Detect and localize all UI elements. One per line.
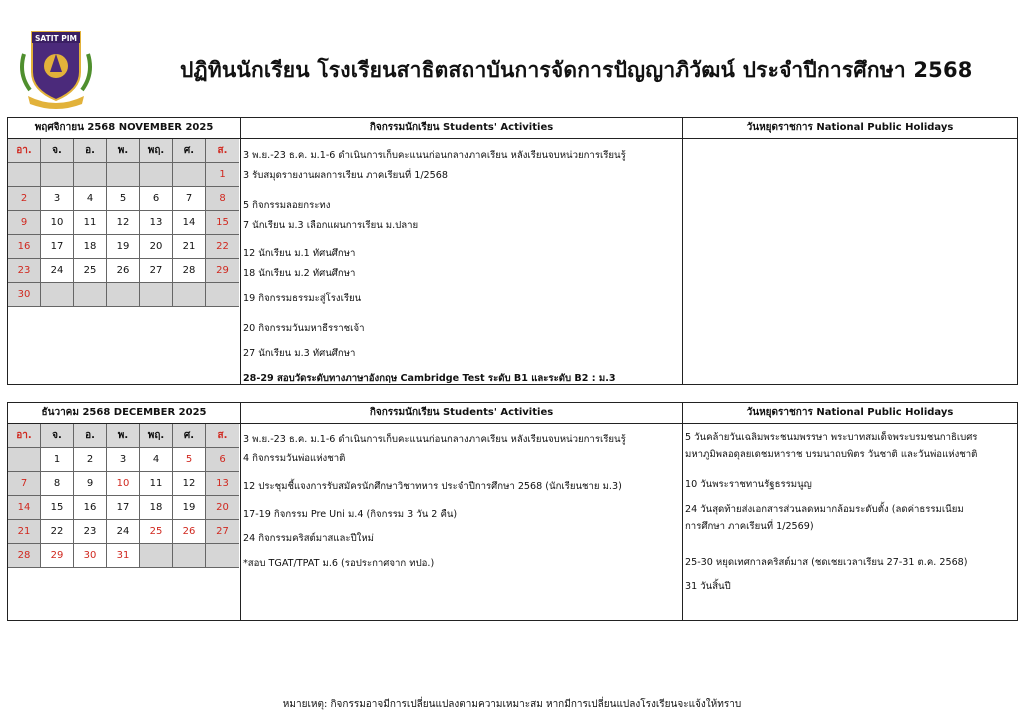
day-cell: 22 bbox=[206, 235, 239, 259]
activity-item: 12 ประชุมชี้แจงการรับสมัครนักศึกษาวิชาทหาร ประจำปีการศึกษา 2568 (นักเรียนชาย ม.3) bbox=[243, 481, 622, 492]
weekday-header: พฤ. bbox=[140, 139, 173, 163]
activity-item: 24 กิจกรรมคริสต์มาสและปีใหม่ bbox=[243, 533, 374, 544]
weekday-header: พ. bbox=[107, 139, 140, 163]
day-cell: 9 bbox=[74, 472, 107, 496]
day-cell: 16 bbox=[8, 235, 41, 259]
day-cell: 2 bbox=[8, 187, 41, 211]
day-cell: 16 bbox=[74, 496, 107, 520]
day-cell: 15 bbox=[206, 211, 239, 235]
holiday-item: มหาภูมิพลอดุลยเดชมหาราช บรมนาถบพิตร วันชาติ และวันพ่อแห่งชาติ bbox=[685, 449, 978, 460]
day-cell: 5 bbox=[107, 187, 140, 211]
empty-day-cell bbox=[8, 163, 41, 187]
day-cell: 17 bbox=[41, 235, 74, 259]
day-cell: 11 bbox=[140, 472, 173, 496]
day-cell: 20 bbox=[206, 496, 239, 520]
december-activities bbox=[241, 403, 683, 620]
footer-note: หมายเหตุ: กิจกรรมอาจมีการเปลี่ยนแปลงตามความเหมาะสม หากมีการเปลี่ยนแปลงโรงเรียนจะแจ้งให้ทราบ bbox=[282, 699, 742, 710]
day-cell: 29 bbox=[206, 259, 239, 283]
day-cell: 2 bbox=[74, 448, 107, 472]
day-cell: 14 bbox=[8, 496, 41, 520]
day-cell: 30 bbox=[74, 544, 107, 568]
day-cell: 3 bbox=[41, 187, 74, 211]
empty-day-cell bbox=[173, 544, 206, 568]
november-month-title: พฤศจิกายน 2568 NOVEMBER 2025 bbox=[8, 118, 240, 139]
empty-day-cell bbox=[107, 283, 140, 307]
day-cell: 25 bbox=[140, 520, 173, 544]
empty-day-cell bbox=[173, 163, 206, 187]
activity-item: 5 กิจกรรมลอยกระทง bbox=[243, 200, 331, 211]
day-cell: 1 bbox=[206, 163, 239, 187]
day-cell: 15 bbox=[41, 496, 74, 520]
empty-day-cell bbox=[8, 448, 41, 472]
day-cell: 24 bbox=[41, 259, 74, 283]
day-cell: 7 bbox=[173, 187, 206, 211]
day-cell: 26 bbox=[107, 259, 140, 283]
page-title: ปฏิทินนักเรียน โรงเรียนสาธิตสถาบันการจัดการปัญญาภิวัฒน์ ประจำปีการศึกษา 2568 bbox=[180, 58, 973, 82]
holiday-item: 31 วันสิ้นปี bbox=[685, 581, 731, 592]
day-cell: 12 bbox=[107, 211, 140, 235]
empty-day-cell bbox=[74, 163, 107, 187]
activity-item: 4 กิจกรรมวันพ่อแห่งชาติ bbox=[243, 453, 346, 464]
day-cell: 27 bbox=[206, 520, 239, 544]
day-cell: 18 bbox=[140, 496, 173, 520]
day-cell: 9 bbox=[8, 211, 41, 235]
activity-item: 20 กิจกรรมวันมหาธีรราชเจ้า bbox=[243, 323, 365, 334]
holiday-item: 10 วันพระราชทานรัฐธรรมนูญ bbox=[685, 479, 812, 490]
day-cell: 13 bbox=[140, 211, 173, 235]
day-cell: 22 bbox=[41, 520, 74, 544]
day-cell: 28 bbox=[173, 259, 206, 283]
day-cell: 17 bbox=[107, 496, 140, 520]
day-cell: 10 bbox=[41, 211, 74, 235]
day-cell: 14 bbox=[173, 211, 206, 235]
activity-item: *สอบ TGAT/TPAT ม.6 (รอประกาศจาก ทปอ.) bbox=[243, 558, 435, 569]
weekday-header: อ. bbox=[74, 139, 107, 163]
logo-text: SATIT PIM bbox=[34, 34, 78, 43]
day-cell: 5 bbox=[173, 448, 206, 472]
activity-item: 18 นักเรียน ม.2 ทัศนศึกษา bbox=[243, 268, 356, 279]
empty-day-cell bbox=[206, 283, 239, 307]
day-cell: 13 bbox=[206, 472, 239, 496]
day-cell: 4 bbox=[74, 187, 107, 211]
december-calendar bbox=[8, 403, 241, 620]
day-cell: 18 bbox=[74, 235, 107, 259]
empty-day-cell bbox=[206, 544, 239, 568]
activities-header: กิจกรรมนักเรียน Students' Activities bbox=[241, 118, 682, 139]
activity-item: 12 นักเรียน ม.1 ทัศนศึกษา bbox=[243, 248, 356, 259]
holiday-item: 25-30 หยุดเทศกาลคริสต์มาส (ชดเชยเวลาเรียน 27-31 ต.ค. 2568) bbox=[685, 557, 968, 568]
weekday-header: พฤ. bbox=[140, 424, 173, 448]
day-cell: 8 bbox=[41, 472, 74, 496]
december-section bbox=[7, 402, 1018, 621]
day-cell: 27 bbox=[140, 259, 173, 283]
holidays-header: วันหยุดราชการ National Public Holidays bbox=[683, 118, 1017, 139]
day-cell: 19 bbox=[107, 235, 140, 259]
day-cell: 12 bbox=[173, 472, 206, 496]
day-cell: 23 bbox=[74, 520, 107, 544]
weekday-header: จ. bbox=[41, 139, 74, 163]
activity-item: 17-19 กิจกรรม Pre Uni ม.4 (กิจกรรม 3 วัน 2 คืน) bbox=[243, 509, 458, 520]
weekday-header: จ. bbox=[41, 424, 74, 448]
day-cell: 1 bbox=[41, 448, 74, 472]
holiday-item: 24 วันสุดท้ายส่งเอกสารส่วนลดหมากล้อมระดับตั้ง (ลดค่าธรรมเนียม bbox=[685, 504, 964, 515]
day-cell: 19 bbox=[173, 496, 206, 520]
empty-day-cell bbox=[173, 283, 206, 307]
day-cell: 10 bbox=[107, 472, 140, 496]
day-cell: 21 bbox=[8, 520, 41, 544]
day-cell: 21 bbox=[173, 235, 206, 259]
day-cell: 6 bbox=[206, 448, 239, 472]
activity-item: 28-29 สอบวัดระดับทางภาษาอังกฤษ Cambridge Test ระดับ B1 และระดับ B2 : ม.3 bbox=[243, 373, 616, 384]
empty-day-cell bbox=[140, 163, 173, 187]
weekday-header: ศ. bbox=[173, 139, 206, 163]
holiday-item: 5 วันคล้ายวันเฉลิมพระชนมพรรษา พระบาทสมเด็จพระบรมชนกาธิเบศร bbox=[685, 432, 978, 443]
empty-day-cell bbox=[107, 163, 140, 187]
day-cell: 20 bbox=[140, 235, 173, 259]
empty-day-cell bbox=[41, 163, 74, 187]
activity-item: 3 พ.ย.-23 ธ.ค. ม.1-6 ดำเนินการเก็บคะแนนก่อนกลางภาคเรียน หลังเรียนจบหน่วยการเรียนรู้ bbox=[243, 434, 626, 445]
weekday-header: ศ. bbox=[173, 424, 206, 448]
school-logo bbox=[16, 24, 96, 110]
november-grid bbox=[8, 139, 240, 307]
december-grid bbox=[8, 424, 240, 568]
day-cell: 3 bbox=[107, 448, 140, 472]
day-cell: 29 bbox=[41, 544, 74, 568]
empty-day-cell bbox=[41, 283, 74, 307]
weekday-header: ส. bbox=[206, 139, 239, 163]
holidays-header: วันหยุดราชการ National Public Holidays bbox=[683, 403, 1017, 424]
activity-item: 3 พ.ย.-23 ธ.ค. ม.1-6 ดำเนินการเก็บคะแนนก่อนกลางภาคเรียน หลังเรียนจบหน่วยการเรียนรู้ bbox=[243, 150, 626, 161]
day-cell: 7 bbox=[8, 472, 41, 496]
activity-item: 7 นักเรียน ม.3 เลือกแผนการเรียน ม.ปลาย bbox=[243, 220, 419, 231]
activity-item: 3 รับสมุดรายงานผลการเรียน ภาคเรียนที่ 1/2568 bbox=[243, 170, 448, 181]
activity-item: 19 กิจกรรมธรรมะสู่โรงเรียน bbox=[243, 293, 362, 304]
december-holidays bbox=[683, 403, 1017, 620]
holiday-item: การศึกษา ภาคเรียนที่ 1/2569) bbox=[685, 521, 814, 532]
empty-day-cell bbox=[140, 283, 173, 307]
day-cell: 4 bbox=[140, 448, 173, 472]
empty-day-cell bbox=[74, 283, 107, 307]
day-cell: 6 bbox=[140, 187, 173, 211]
weekday-header: พ. bbox=[107, 424, 140, 448]
day-cell: 30 bbox=[8, 283, 41, 307]
day-cell: 23 bbox=[8, 259, 41, 283]
day-cell: 24 bbox=[107, 520, 140, 544]
empty-day-cell bbox=[140, 544, 173, 568]
day-cell: 28 bbox=[8, 544, 41, 568]
november-holidays bbox=[683, 118, 1017, 384]
day-cell: 31 bbox=[107, 544, 140, 568]
weekday-header: ส. bbox=[206, 424, 239, 448]
weekday-header: อา. bbox=[8, 424, 41, 448]
activity-item: 27 นักเรียน ม.3 ทัศนศึกษา bbox=[243, 348, 356, 359]
day-cell: 8 bbox=[206, 187, 239, 211]
activities-header: กิจกรรมนักเรียน Students' Activities bbox=[241, 403, 682, 424]
december-month-title: ธันวาคม 2568 DECEMBER 2025 bbox=[8, 403, 240, 424]
weekday-header: อา. bbox=[8, 139, 41, 163]
november-activities bbox=[241, 118, 683, 384]
school-crest-icon bbox=[16, 24, 96, 110]
november-section bbox=[7, 117, 1018, 385]
day-cell: 11 bbox=[74, 211, 107, 235]
weekday-header: อ. bbox=[74, 424, 107, 448]
november-calendar bbox=[8, 118, 241, 384]
day-cell: 25 bbox=[74, 259, 107, 283]
day-cell: 26 bbox=[173, 520, 206, 544]
